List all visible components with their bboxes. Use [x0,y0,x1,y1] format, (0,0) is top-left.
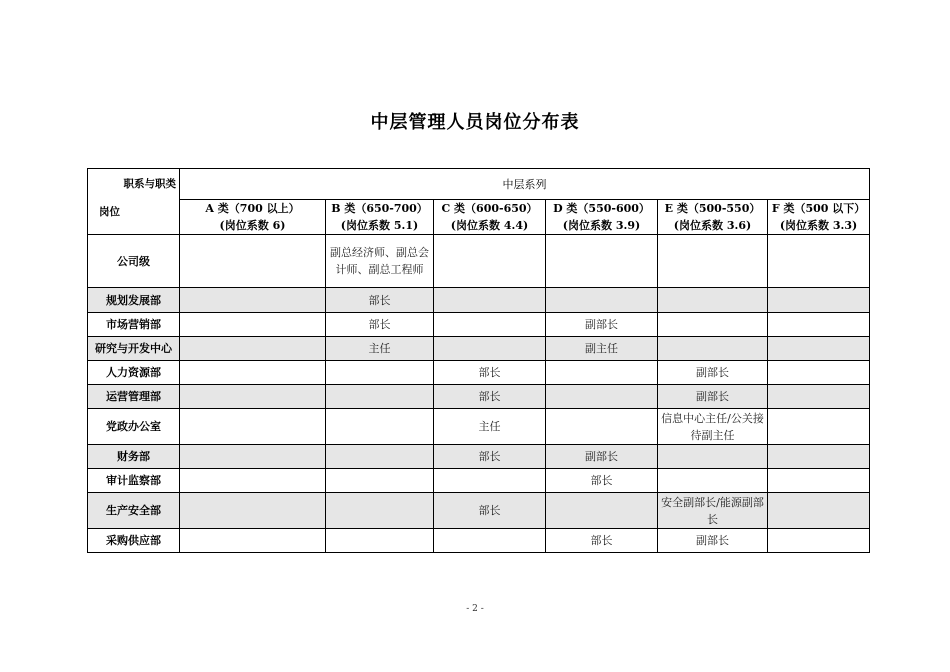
table-row [88,469,870,493]
position-cell [326,529,434,553]
position-cell [180,385,326,409]
position-cell: 主任 [434,409,546,445]
position-cell [768,493,870,529]
position-cell: 副主任 [546,337,658,361]
table-row [88,445,870,469]
class-coefficient: (岗位系数 3.9) [562,219,641,232]
position-cell [180,445,326,469]
position-cell [768,529,870,553]
page-number: - 2 - [466,604,484,614]
position-cell [768,361,870,385]
position-cell [434,529,546,553]
position-cell [180,361,326,385]
position-cell: 部长 [434,385,546,409]
department-name: 审计监察部 [88,469,180,493]
position-cell [546,385,658,409]
table-row [88,385,870,409]
class-header-c [434,200,546,235]
position-cell [180,313,326,337]
position-cell [180,469,326,493]
position-cell [658,235,768,288]
position-cell [326,385,434,409]
position-cell [658,445,768,469]
department-name: 公司级 [88,235,180,288]
header-corner-cell [88,169,180,235]
class-name: D 类（550-600） [553,202,650,215]
class-header-b [326,200,434,235]
position-cell: 部长 [434,361,546,385]
department-name: 人力资源部 [88,361,180,385]
position-cell [768,469,870,493]
position-cell [434,313,546,337]
position-cell: 部长 [434,493,546,529]
department-name: 财务部 [88,445,180,469]
position-cell: 部长 [546,469,658,493]
position-cell [434,235,546,288]
position-cell [658,337,768,361]
position-cell [768,288,870,313]
department-name: 市场营销部 [88,313,180,337]
position-cell [546,409,658,445]
table-row [88,337,870,361]
department-name: 生产安全部 [88,493,180,529]
position-cell: 部长 [326,313,434,337]
corner-label-category: 职系与职类 [123,178,176,190]
position-cell [180,337,326,361]
position-cell [180,529,326,553]
class-name: A 类（700 以上） [205,202,300,215]
class-name: C 类（600-650） [441,202,538,215]
table-row [88,409,870,445]
class-header-f [768,200,870,235]
position-cell: 主任 [326,337,434,361]
position-cell: 副部长 [658,385,768,409]
position-cell [546,361,658,385]
class-name: E 类（500-550） [664,202,761,215]
series-header: 中层系列 [180,169,870,200]
class-coefficient: (岗位系数 3.6) [673,219,752,232]
page-title: 中层管理人员岗位分布表 [370,112,580,133]
class-header-a [180,200,326,235]
position-cell [768,313,870,337]
class-name: B 类（650-700） [331,202,428,215]
table-row [88,529,870,553]
department-name: 运营管理部 [88,385,180,409]
position-cell [768,409,870,445]
position-cell [180,235,326,288]
class-coefficient: (岗位系数 6) [219,219,286,232]
position-cell [768,235,870,288]
position-cell [768,445,870,469]
position-cell: 信息中心主任/公关接待副主任 [658,409,768,445]
department-name: 党政办公室 [88,409,180,445]
position-cell [434,469,546,493]
position-cell [326,361,434,385]
department-name: 采购供应部 [88,529,180,553]
position-cell [768,385,870,409]
position-cell [180,288,326,313]
position-cell: 部长 [546,529,658,553]
position-cell: 副部长 [658,529,768,553]
class-header-d [546,200,658,235]
position-cell [180,493,326,529]
table-row [88,235,870,288]
position-cell [326,445,434,469]
table-row [88,313,870,337]
position-cell [180,409,326,445]
position-cell: 副部长 [546,313,658,337]
class-coefficient: (岗位系数 5.1) [340,219,419,232]
position-cell [434,288,546,313]
position-cell: 部长 [434,445,546,469]
position-cell [326,493,434,529]
position-cell: 副部长 [546,445,658,469]
class-coefficient: (岗位系数 4.4) [450,219,529,232]
position-cell [326,469,434,493]
position-cell [546,493,658,529]
position-cell [546,288,658,313]
class-name: F 类（500 以下） [771,202,866,215]
table-row [88,288,870,313]
position-cell [326,409,434,445]
position-cell [546,235,658,288]
position-cell: 部长 [326,288,434,313]
position-cell: 安全副部长/能源副部长 [658,493,768,529]
position-cell [434,337,546,361]
corner-label-position: 岗位 [99,206,120,218]
position-cell [658,313,768,337]
position-cell [768,337,870,361]
position-cell [658,469,768,493]
position-distribution-table [87,168,870,553]
class-coefficient: (岗位系数 3.3) [779,219,858,232]
department-name: 规划发展部 [88,288,180,313]
position-cell [658,288,768,313]
class-header-e [658,200,768,235]
table-row [88,493,870,529]
position-cell: 副总经济师、副总会计师、副总工程师 [326,235,434,288]
department-name: 研究与开发中心 [88,337,180,361]
position-cell: 副部长 [658,361,768,385]
table-row [88,361,870,385]
